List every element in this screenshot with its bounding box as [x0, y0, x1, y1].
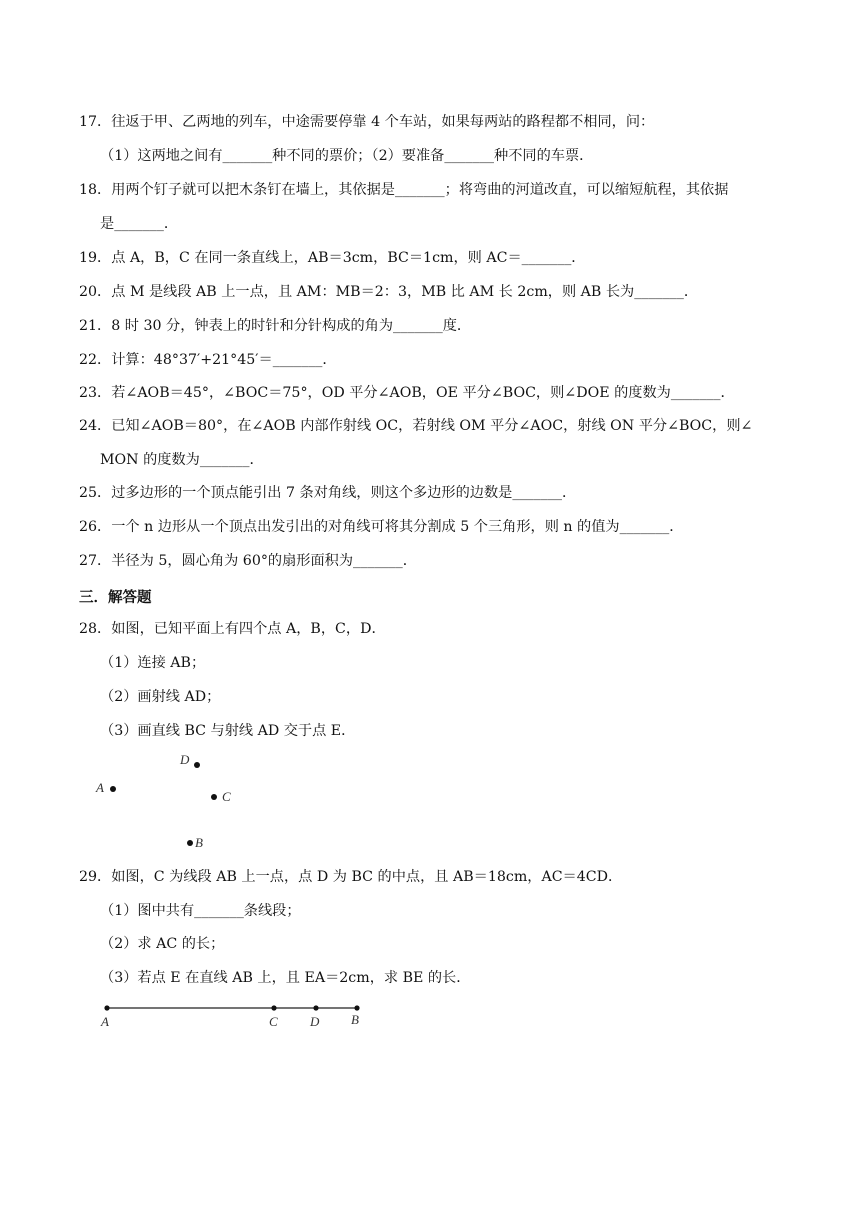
- question-27: 27．半径为 5，圆心角为 60°的扇形面积为_______．: [79, 553, 417, 569]
- q29-part3: （3）若点 E 在直线 AB 上，且 EA＝2cm，求 BE 的长．: [100, 970, 471, 986]
- point-a-label: A: [96, 780, 104, 795]
- point-a: [104, 1005, 109, 1010]
- q28-stem: 28．如图，已知平面上有四个点 A，B，C，D．: [79, 621, 386, 637]
- question-22: 22．计算：48°37′+21°45′＝_______．: [79, 352, 337, 368]
- point-d-label: D: [180, 752, 190, 767]
- point-c: [271, 1005, 276, 1010]
- seg-point-d-label: D: [310, 1014, 320, 1029]
- point-c-label: C: [222, 789, 231, 804]
- question-23: 23．若∠AOB＝45°，∠BOC＝75°，OD 平分∠AOB，OE 平分∠BOC，则∠DOE 的度数为_______．: [79, 385, 735, 401]
- q29-stem: 29．如图，C 为线段 AB 上一点，点 D 为 BC 的中点，且 AB＝18cm，AC＝4CD．: [79, 869, 623, 885]
- seg-point-a-label: A: [101, 1014, 109, 1029]
- q29-part2: （2）求 AC 的长；: [100, 936, 225, 952]
- question-21: 21．8 时 30 分，钟表上的时针和分针构成的角为_______度．: [79, 318, 472, 334]
- section-3-title: 三．解答题: [79, 590, 152, 606]
- q28-part3: （3）画直线 BC 与射线 AD 交于点 E．: [100, 723, 356, 739]
- q28-part1: （1）连接 AB；: [100, 655, 206, 671]
- q28-part2: （2）画射线 AD；: [100, 689, 221, 705]
- seg-point-c-label: C: [269, 1014, 278, 1029]
- point-a: [110, 786, 116, 792]
- q17-line2: （1）这两地之间有_______种不同的票价；（2）要准备_______种不同的车票．: [100, 148, 594, 164]
- q18-line1: 18．用两个钉子就可以把木条钉在墙上，其依据是_______；将弯曲的河道改直，可以缩短航程，其依据: [79, 182, 729, 198]
- seg-point-b-label: B: [351, 1012, 359, 1027]
- segment-ab-figure: [0, 996, 860, 1056]
- point-b: [187, 840, 193, 846]
- question-20: 20．点 M 是线段 AB 上一点，且 AM：MB＝2：3，MB 比 AM 长 2cm，则 AB 长为_______．: [79, 284, 699, 300]
- q17-line1: 17．往返于甲、乙两地的列车，中途需要停靠 4 个车站，如果每两站的路程都不相同，问：: [79, 114, 655, 130]
- question-26: 26．一个 n 边形从一个顶点出发引出的对角线可将其分割成 5 个三角形，则 n 的值为_______．: [79, 519, 684, 535]
- q24-line2: MON 的度数为_______．: [100, 452, 264, 468]
- point-b: [354, 1005, 359, 1010]
- q29-part1: （1）图中共有_______条线段；: [100, 903, 301, 919]
- q24-line1: 24．已知∠AOB＝80°，在∠AOB 内部作射线 OC，若射线 OM 平分∠AOC，射线 ON 平分∠BOC，则∠: [79, 418, 753, 434]
- point-d: [313, 1005, 318, 1010]
- point-c: [211, 794, 217, 800]
- point-b-label: B: [195, 835, 203, 850]
- q18-line2: 是_______．: [100, 216, 179, 232]
- question-25: 25．过多边形的一个顶点能引出 7 条对角线，则这个多边形的边数是_______．: [79, 485, 577, 501]
- question-19: 19．点 A，B，C 在同一条直线上，AB＝3cm，BC＝1cm，则 AC＝_______．: [79, 250, 586, 266]
- point-d: [194, 762, 200, 768]
